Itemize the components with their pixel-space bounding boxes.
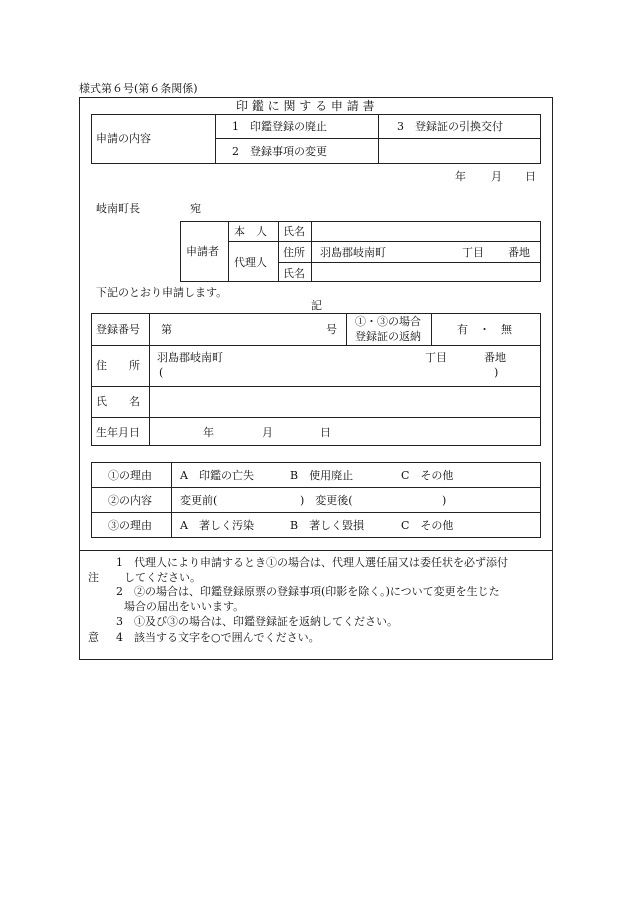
address-row-paren-close: ) xyxy=(494,366,499,379)
note-3: 3 ①及び③の場合は、印鑑登録証を返納してください。 xyxy=(116,615,398,628)
address-row-chome: 丁目 xyxy=(425,351,447,364)
applicant-name-label: 氏名 xyxy=(283,225,305,238)
applicant-name-field[interactable] xyxy=(313,223,539,240)
address-row-banchi: 番地 xyxy=(484,351,506,364)
reason-2-label: ②の内容 xyxy=(108,494,152,507)
reason-2-before[interactable]: 変更前( xyxy=(180,494,218,507)
name-field[interactable] xyxy=(151,388,539,416)
request-label: 申請の内容 xyxy=(96,132,151,145)
address-row-prefix: 羽島郡岐南町 xyxy=(157,351,223,364)
request-statement: 下記のとおり申請します。 xyxy=(96,286,228,299)
request-option-3[interactable]: 3 登録証の引換交付 xyxy=(397,120,503,133)
applicant-address-banchi: 番地 xyxy=(508,246,530,259)
birth-month: 月 xyxy=(262,426,273,439)
applicant-address-chome: 丁目 xyxy=(462,246,484,259)
address-row-paren-open: ( xyxy=(159,366,164,379)
registration-dai: 第 xyxy=(161,323,172,336)
reason-3-option-b[interactable]: B 著しく毀損 xyxy=(290,519,365,532)
notes-i: 意 xyxy=(88,631,99,644)
reason-3-option-a[interactable]: A 著しく汚染 xyxy=(180,519,254,532)
form-title: 印 鑑 に 関 す る 申 請 書 xyxy=(236,99,375,113)
form-number: 様式第６号(第６条関係) xyxy=(79,82,198,95)
applicant-agent-label: 代理人 xyxy=(234,256,267,269)
date-day: 日 xyxy=(525,170,536,183)
applicant-label: 申請者 xyxy=(186,245,219,258)
return-label-line2: 登録証の返納 xyxy=(355,330,421,343)
note-2: 2 ②の場合は、印鑑登録原票の登録事項(印影を除く。)について変更を生じた xyxy=(116,585,500,598)
reason-1-option-c[interactable]: C その他 xyxy=(401,469,454,482)
request-option-2[interactable]: 2 登録事項の変更 xyxy=(232,145,327,158)
note-4: 4 該当する文字を○で囲んでください。 xyxy=(116,631,320,644)
return-yes-no[interactable]: 有 ・ 無 xyxy=(457,323,512,336)
reason-1-option-b[interactable]: B 使用廃止 xyxy=(290,469,354,482)
ki-label: 記 xyxy=(311,299,322,312)
notes-chu: 注 xyxy=(88,571,99,584)
date-year: 年 xyxy=(455,170,466,183)
date-month: 月 xyxy=(491,170,502,183)
note-2-cont: 場合の届出をいいます。 xyxy=(124,600,245,613)
reason-1-label: ①の理由 xyxy=(108,469,152,482)
name-row-label: 氏 名 xyxy=(96,395,140,408)
reason-2-close: ) xyxy=(442,494,447,507)
birth-year: 年 xyxy=(203,426,214,439)
return-label-line1: ①・③の場合 xyxy=(355,315,421,328)
addressee: 岐南町長 xyxy=(96,202,140,215)
reason-3-label: ③の理由 xyxy=(108,519,152,532)
registration-go: 号 xyxy=(326,323,337,336)
reason-2-after[interactable]: ) 変更後( xyxy=(300,494,353,507)
birth-row-label: 生年月日 xyxy=(96,426,140,439)
reason-3-option-c[interactable]: C その他 xyxy=(401,519,454,532)
request-option-1[interactable]: 1 印鑑登録の廃止 xyxy=(232,120,327,133)
note-1-cont: してください。 xyxy=(124,571,201,584)
applicant-address-prefix: 羽島郡岐南町 xyxy=(320,246,386,259)
address-row-label: 住 所 xyxy=(96,359,140,372)
addressee-suffix: 宛 xyxy=(190,202,201,215)
birth-day: 日 xyxy=(320,426,331,439)
applicant-address-label: 住所 xyxy=(283,246,305,259)
note-1: 1 代理人により申請するとき①の場合は、代理人選任届又は委任状を必ず添付 xyxy=(116,556,508,569)
applicant-agent-name-label: 氏名 xyxy=(283,267,305,280)
applicant-self-label: 本 人 xyxy=(234,225,267,238)
reason-1-option-a[interactable]: A 印鑑の亡失 xyxy=(180,469,254,482)
registration-label: 登録番号 xyxy=(96,323,140,336)
